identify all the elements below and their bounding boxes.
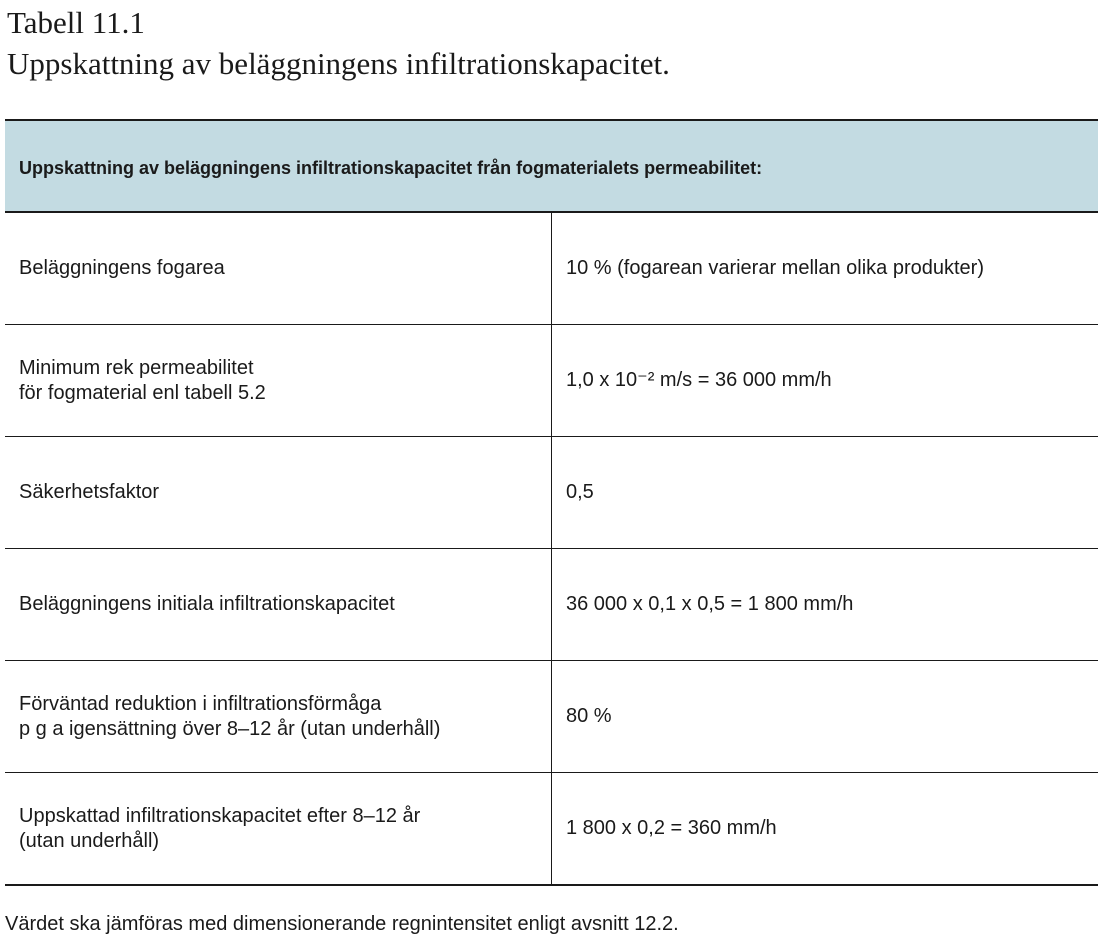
row-label-line: Förväntad reduktion i infiltrationsförmåga (19, 692, 382, 715)
row-label (5, 661, 552, 773)
row-label-line: Beläggningens fogarea (19, 257, 225, 279)
row-label-line: p g a igensättning över 8–12 år (utan underhåll) (19, 717, 441, 740)
table-row (5, 437, 1098, 549)
row-label (5, 773, 552, 886)
footnote: Värdet ska jämföras med dimensionerande regnintensitet enligt avsnitt 12.2. (5, 913, 679, 935)
row-value: 1 800 x 0,2 = 360 mm/h (552, 773, 1099, 886)
table-header: Uppskattning av beläggningens infiltrationskapacitet från fogmaterialets permeabilitet: (5, 120, 1098, 212)
row-label-line: Beläggningens initiala infiltrationskapacitet (19, 593, 395, 615)
table-header-row (5, 120, 1098, 212)
row-label-line: Säkerhetsfaktor (19, 481, 160, 503)
table-row (5, 661, 1098, 773)
row-value: 0,5 (552, 437, 1099, 549)
row-label (5, 212, 552, 325)
row-label (5, 549, 552, 661)
table-row (5, 212, 1098, 325)
row-value: 80 % (552, 661, 1099, 773)
table-caption: Uppskattning av beläggningens infiltrationskapacitet. (7, 46, 670, 81)
row-value: 1,0 x 10⁻² m/s = 36 000 mm/h (552, 325, 1099, 437)
row-label-line: Uppskattad infiltrationskapacitet efter 8–12 år (19, 804, 421, 827)
table-row (5, 325, 1098, 437)
table-row (5, 773, 1098, 886)
table-number: Tabell 11.1 (7, 5, 145, 40)
row-label (5, 325, 552, 437)
table-row (5, 549, 1098, 661)
row-value: 10 % (fogarean varierar mellan olika produkter) (552, 212, 1099, 325)
table-title (7, 2, 670, 84)
row-label-line: för fogmaterial enl tabell 5.2 (19, 381, 266, 404)
row-label-line: (utan underhåll) (19, 829, 160, 852)
row-value: 36 000 x 0,1 x 0,5 = 1 800 mm/h (552, 549, 1099, 661)
row-label-line: Minimum rek permeabilitet (19, 356, 254, 379)
row-label (5, 437, 552, 549)
data-table (5, 119, 1098, 886)
